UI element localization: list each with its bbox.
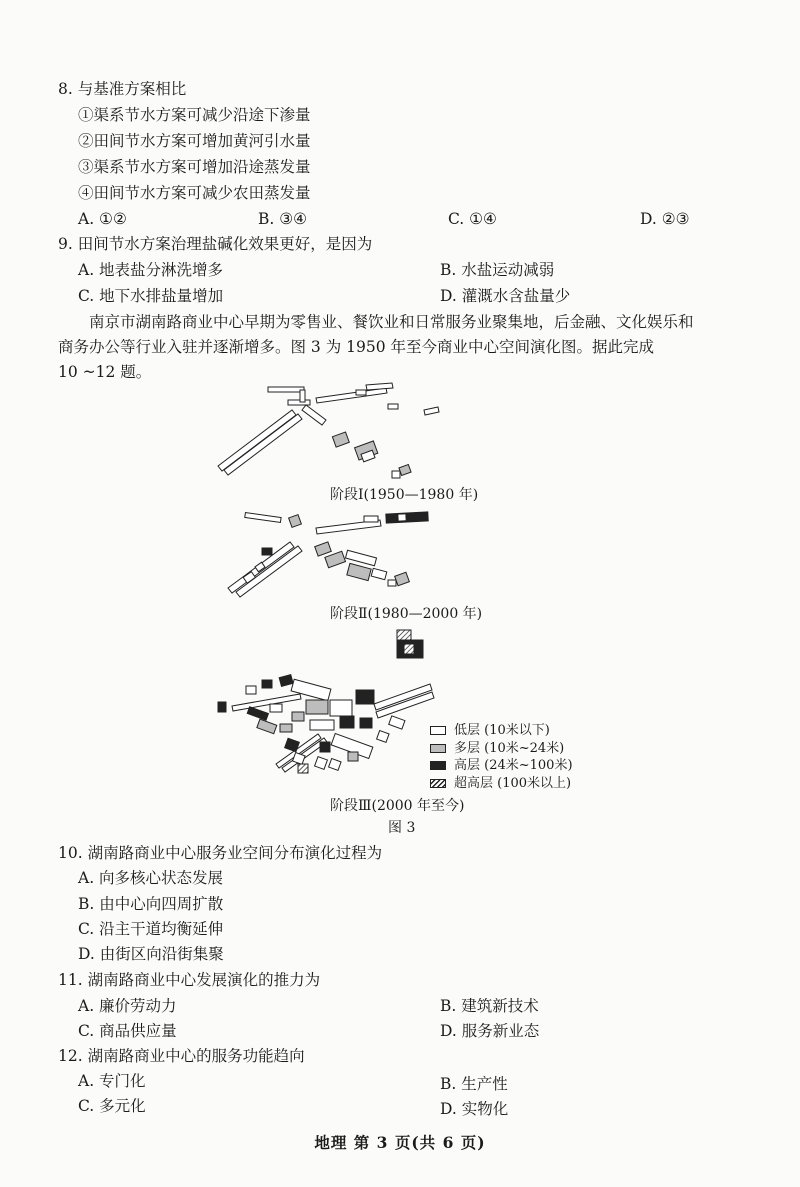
stage3-block — [389, 716, 405, 729]
stage2-block — [245, 513, 281, 523]
q9-stem: 9. 田间节水方案治理盐碱化效果更好，是因为 — [58, 235, 373, 253]
legend-swatch-mid — [430, 744, 446, 753]
q11-option-a: A. 廉价劳动力 — [78, 997, 177, 1015]
legend-label-super: 超高层 (100米以上) — [454, 775, 572, 791]
stage2-block — [398, 514, 406, 521]
stage3-block-mid — [348, 752, 358, 761]
legend-mid — [430, 740, 573, 758]
stage2-block — [364, 516, 378, 522]
stage1-block — [316, 388, 387, 403]
q10-stem: 10. 湖南路商业中心服务业空间分布演化过程为 — [58, 844, 383, 862]
q12-option-d: D. 实物化 — [440, 1100, 509, 1118]
passage-line-2: 商务办公等行业入驻并逐渐增多。图 3 为 1950 年至今商业中心空间演化图。据此完成 — [58, 338, 655, 356]
stage1-block — [392, 471, 400, 478]
stage3-block — [329, 759, 341, 771]
q8-stem: 8. 与基准方案相比 — [58, 80, 187, 98]
stage1-street-long-2 — [224, 414, 302, 475]
stage3-block-mid — [257, 719, 277, 734]
legend-super — [430, 775, 573, 793]
stage2-block-mid — [395, 572, 410, 586]
stage1-block — [388, 404, 398, 409]
stage1-caption: 阶段Ⅰ(1950—1980 年) — [330, 487, 479, 503]
stage3-block-high — [340, 716, 354, 728]
stage3-block-high — [279, 675, 293, 687]
q9-option-a: A. 地表盐分淋洗增多 — [78, 261, 224, 279]
stage3-block-high — [218, 702, 226, 712]
stage3-block-high — [285, 738, 300, 752]
stage3-block — [377, 731, 389, 743]
stage3-block-high — [247, 707, 268, 720]
stage3-block — [270, 704, 282, 712]
stage2-block-high — [262, 548, 272, 555]
stage1-block — [300, 390, 305, 402]
legend-swatch-high — [430, 761, 446, 770]
q10-option-c: C. 沿主干道均衡延伸 — [78, 920, 224, 938]
stage1-block-mid — [399, 465, 411, 476]
q9-option-d: D. 灌溉水含盐量少 — [440, 287, 571, 305]
q8-item-3: ③渠系节水方案可增加沿途蒸发量 — [78, 158, 311, 176]
stage3-block-high — [356, 690, 374, 704]
stage3-block — [232, 694, 301, 711]
stage3-block-high — [262, 680, 272, 688]
legend-label-low: 低层 (10米以下) — [454, 723, 550, 738]
stage3-block — [310, 720, 334, 730]
stage3-block-mid — [292, 712, 304, 721]
page-footer: 地理 第 3 页(共 6 页) — [314, 1133, 486, 1152]
q8-option-a: A. ①② — [78, 210, 127, 228]
stage1-block — [424, 407, 439, 415]
stage3-block-high — [320, 742, 330, 752]
q10-option-b: B. 由中心向四周扩散 — [78, 895, 224, 913]
stage1-block — [356, 390, 366, 395]
stage2-map — [228, 512, 428, 597]
q12-option-b: B. 生产性 — [440, 1075, 508, 1093]
stage2-block-mid — [347, 563, 371, 580]
q9-option-c: C. 地下水排盐量增加 — [78, 287, 224, 305]
stage1-block — [268, 387, 304, 392]
stage3-block-mid — [306, 700, 328, 714]
stage3-block-super — [298, 764, 308, 773]
q10-option-d: D. 由街区向沿街集聚 — [78, 945, 224, 963]
q12-stem: 12. 湖南路商业中心的服务功能趋向 — [58, 1047, 305, 1065]
q8-item-1: ①渠系节水方案可减少沿途下渗量 — [78, 106, 311, 124]
stage3-map — [218, 630, 434, 773]
stage3-block-high — [360, 718, 372, 728]
q11-option-c: C. 商品供应量 — [78, 1022, 177, 1040]
q9-option-b: B. 水盐运动减弱 — [440, 261, 555, 279]
figure-legend — [430, 722, 573, 792]
stage2-block-mid — [315, 542, 332, 556]
q8-item-2: ②田间节水方案可增加黄河引水量 — [78, 132, 311, 150]
q10-option-a: A. 向多核心状态发展 — [78, 869, 224, 887]
stage1-map — [218, 383, 439, 478]
legend-label-mid: 多层 (10米~24米) — [454, 740, 565, 756]
q12-option-a: A. 专门化 — [78, 1072, 146, 1090]
stage3-block — [330, 700, 352, 716]
q8-option-c: C. ①④ — [448, 210, 497, 228]
stage2-caption: 阶段Ⅱ(1980—2000 年) — [330, 606, 483, 622]
figure-caption: 图 3 — [388, 820, 416, 836]
stage3-caption: 阶段Ⅲ(2000 年至今) — [330, 798, 465, 814]
stage2-block — [371, 568, 387, 579]
q12-option-c: C. 多元化 — [78, 1097, 146, 1115]
stage2-block-mid — [325, 551, 346, 567]
q8-option-b: B. ③④ — [258, 210, 308, 228]
passage-line-3: 10 ~12 题。 — [58, 363, 152, 381]
q8-item-4: ④田间节水方案可减少农田蒸发量 — [78, 184, 311, 202]
stage1-block — [288, 400, 310, 405]
legend-high — [430, 757, 573, 775]
legend-swatch-low — [430, 726, 446, 735]
q11-option-d: D. 服务新业态 — [440, 1022, 540, 1040]
stage2-block-high — [386, 512, 428, 523]
stage3-block — [246, 686, 256, 694]
q11-option-b: B. 建筑新技术 — [440, 997, 539, 1015]
stage3-block-super — [404, 644, 414, 654]
stage1-street-long-1 — [218, 410, 296, 471]
q8-option-d: D. ②③ — [640, 210, 690, 228]
stage1-block — [366, 383, 393, 390]
passage-line-1: 南京市湖南路商业中心早期为零售业、餐饮业和日常服务业聚集地，后金融、文化娱乐和 — [89, 313, 694, 331]
stage3-block — [315, 757, 328, 770]
stage2-block — [388, 580, 396, 586]
legend-label-high: 高层 (24米~100米) — [454, 758, 573, 773]
legend-swatch-super — [430, 779, 446, 788]
stage1-block — [302, 405, 326, 425]
stage2-block-mid — [289, 515, 302, 528]
legend-low — [430, 722, 573, 740]
stage3-block-mid — [280, 724, 292, 732]
q11-stem: 11. 湖南路商业中心发展演化的推力为 — [58, 971, 321, 989]
stage1-block-mid — [332, 432, 349, 447]
